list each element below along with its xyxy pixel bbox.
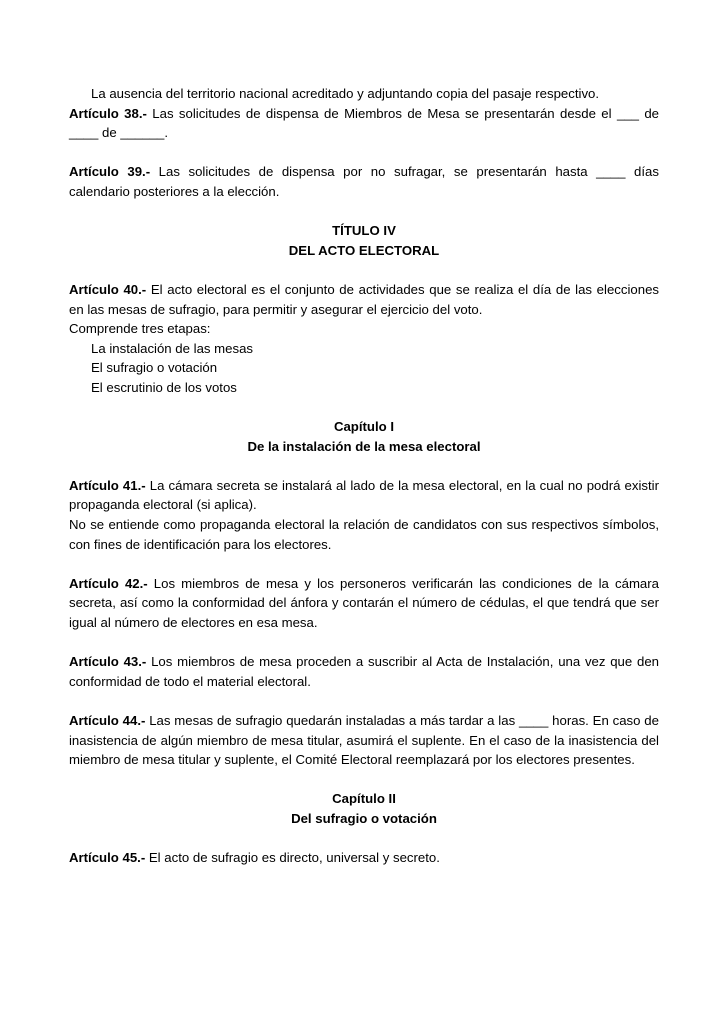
article-42-label: Artículo 42.- xyxy=(69,575,148,591)
article-43 xyxy=(69,652,659,691)
article-41-label: Artículo 41.- xyxy=(69,477,146,493)
article-45-label: Artículo 45.- xyxy=(69,850,146,866)
article-38-blank-3: ______ xyxy=(120,125,165,141)
article-43-label: Artículo 43.- xyxy=(69,654,147,670)
article-38-blank-1: ___ xyxy=(616,105,639,121)
article-39-text-a: Las solicitudes de dispensa por no sufragar, se presentarán hasta xyxy=(158,164,588,180)
article-44-blank-1: ____ xyxy=(519,713,549,728)
title-heading-1: TÍTULO IV xyxy=(332,223,396,239)
article-42 xyxy=(69,574,659,633)
article-39 xyxy=(69,162,659,201)
article-42-text: Los miembros de mesa y los personeros verificarán las condiciones de la cámara secreta, así como la conformidad del ánfora y contarán el número de cédulas, el que tendrá que ser igual al número de electores en esa mesa. xyxy=(69,575,659,631)
intro-text: La ausencia del territorio nacional acreditado y adjuntando copia del pasaje respectivo. xyxy=(91,86,600,101)
intro-paragraph xyxy=(69,84,659,104)
article-39-blank-1: ____ xyxy=(596,164,626,180)
article-40-label: Artículo 40.- xyxy=(69,281,147,297)
article-38 xyxy=(69,104,659,143)
chapter-2-heading: Capítulo II xyxy=(332,791,396,807)
article-38-blank-2: ____ xyxy=(69,125,99,141)
chapter-2-subheading: Del sufragio o votación xyxy=(291,810,437,826)
article-43-text: Los miembros de mesa proceden a suscribir al Acta de Instalación, una vez que den conformidad de todo el material electoral. xyxy=(69,654,659,689)
article-40 xyxy=(69,280,659,319)
list-item: El sufragio o votación xyxy=(91,360,218,376)
article-44-label: Artículo 44.- xyxy=(69,713,146,728)
article-38-text-b: de xyxy=(644,105,660,121)
article-44 xyxy=(69,711,659,770)
article-41 xyxy=(69,476,659,515)
article-39-text-b: días calendario posteriores a la elección. xyxy=(69,164,659,199)
chapter-1-subheading: De la instalación de la mesa electoral xyxy=(247,438,481,454)
article-44-text-b: horas. En caso de inasistencia de algún miembro de mesa titular, asumirá el suplente. En el caso de la inasistencia del miembro de mesa titular y suplente, el Comité Electoral reemplazará por los electores presentes. xyxy=(69,713,659,768)
article-40-comprende: Comprende tres etapas: xyxy=(69,321,211,337)
list-item: El escrutinio de los votos xyxy=(91,379,237,395)
article-38-text-c: de xyxy=(102,125,117,141)
article-45 xyxy=(69,848,659,868)
article-38-label: Artículo 38.- xyxy=(69,105,147,121)
article-38-text-d: . xyxy=(164,125,169,141)
article-38-text-a: Las solicitudes de dispensa de Miembros de Mesa se presentarán desde el xyxy=(152,105,612,121)
article-45-text: El acto de sufragio es directo, universal y secreto. xyxy=(148,850,440,866)
article-41-text-2: No se entiende como propaganda electoral la relación de candidatos con sus respectivos símbolos, con fines de identificación para los electores. xyxy=(69,517,659,552)
list-item: La instalación de las mesas xyxy=(91,340,254,356)
article-41-text: La cámara secreta se instalará al lado de la mesa electoral, en la cual no podrá existir propaganda electoral (si aplica). xyxy=(69,477,659,513)
article-44-text-a: Las mesas de sufragio quedarán instaladas a más tardar a las xyxy=(149,713,516,728)
chapter-1-heading: Capítulo I xyxy=(333,419,395,435)
document-page xyxy=(69,84,659,868)
article-39-label: Artículo 39.- xyxy=(69,164,151,180)
article-40-text: El acto electoral es el conjunto de actividades que se realiza el día de las elecciones en las mesas de sufragio, para permitir y asegurar el ejercicio del voto. xyxy=(69,281,659,317)
title-heading-2: DEL ACTO ELECTORAL xyxy=(288,242,440,258)
